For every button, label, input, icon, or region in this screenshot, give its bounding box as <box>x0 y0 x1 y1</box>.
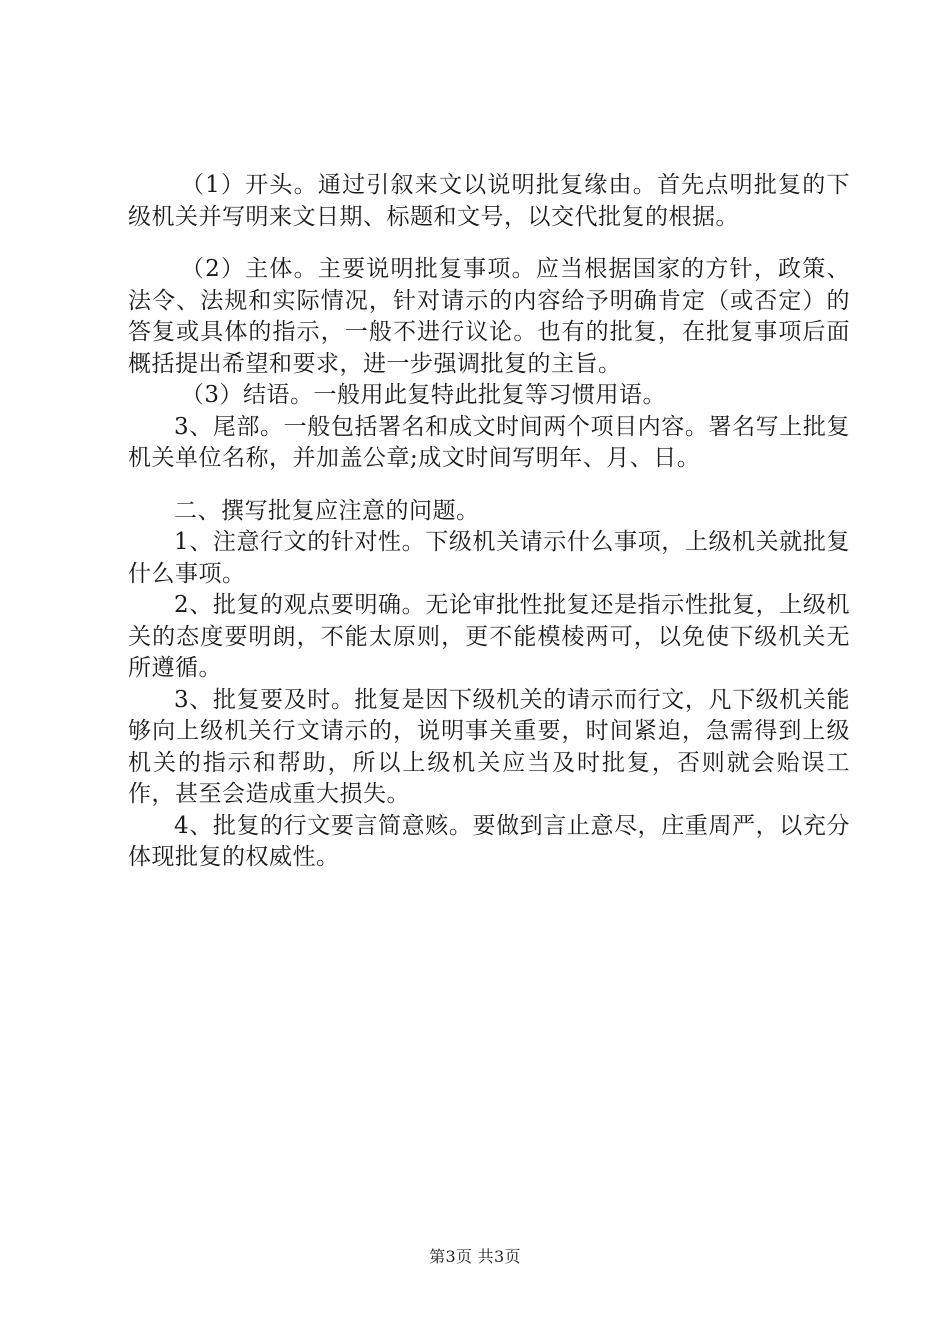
paragraph-ending: 3、尾部。一般包括署名和成文时间两个项目内容。署名写上批复机关单位名称，并加盖公章;成文时间写明年、月、日。 <box>128 413 850 471</box>
paragraph-gap <box>128 233 850 254</box>
page-number-footer: 第3页 共3页 <box>429 1247 521 1266</box>
paragraph-point-3: 3、批复要及时。批复是因下级机关的请示而行文，凡下级机关能够向上级机关行文请示的，说明事关重要，时间紧迫，急需得到上级机关的指示和帮助，所以上级机关应当及时批复，否则就会贻误工作，甚至会造成重大损失。 <box>128 686 850 807</box>
paragraph-point-2: 2、批复的观点要明确。无论审批性批复还是指示性批复，上级机关的态度要明朗，不能太原则，更不能模棱两可，以免使下级机关无所遵循。 <box>128 592 850 681</box>
document-body <box>128 170 850 874</box>
paragraph-closing: （3）结语。一般用此复特此批复等习惯用语。 <box>180 382 667 408</box>
paragraph-point-1: 1、注意行文的针对性。下级机关请示什么事项，上级机关就批复什么事项。 <box>128 529 850 587</box>
paragraph-opening: （1）开头。通过引叙来文以说明批复缘由。首先点明批复的下级机关并写明来文日期、标题和文号，以交代批复的根据。 <box>128 172 850 230</box>
paragraph-point-4: 4、批复的行文要言简意赅。要做到言止意尽，庄重周严，以充分体现批复的权威性。 <box>128 812 850 870</box>
section-heading: 二、撰写批复应注意的问题。 <box>174 497 480 524</box>
paragraph-gap <box>128 475 850 496</box>
paragraph-main-body: （2）主体。主要说明批复事项。应当根据国家的方针，政策、法令、法规和实际情况，针对请示的内容给予明确肯定（或否定）的答复或具体的指示，一般不进行议论。也有的批复，在批复事项后面概括提出希望和要求，进一步强调批复的主旨。 <box>128 256 850 377</box>
